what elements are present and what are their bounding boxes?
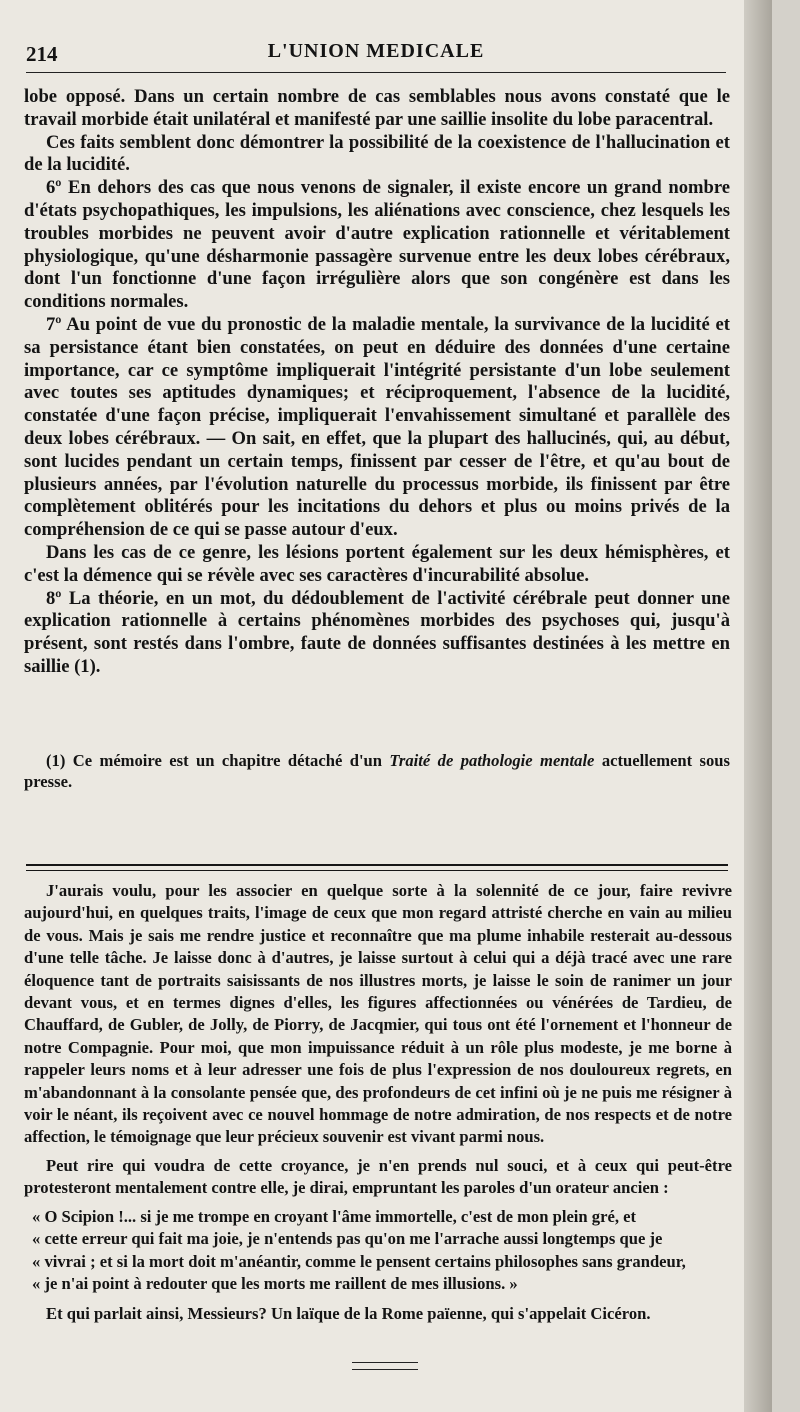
header-rule [26,72,726,73]
running-header [26,36,726,66]
closing-line: Et qui parlait ainsi, Messieurs? Un laïque de la Rome païenne, qui s'appelait Cicéron. [46,1304,651,1324]
paragraph: 7º Au point de vue du pronostic de la maladie mentale, la survivance de la lucidité et sa persistance étant bien constatées, on peut en déduire des données d'une certaine importance, car ce symptôme impliquerait l'intégrité persistante d'un lobe seulement avec toutes ses aptitudes dynamiques; et réciproquement, l'absence de la lucidité, constatée d'une façon précise, impliquerait l'envahissement simultané et parallèle des deux lobes cérébraux. — On sait, en effet, que la plupart des hallucinés, qui, au début, sont lucides pendant un certain temps, finissent par cesser de l'être, et qu'au bout de plusieurs années, par l'évolution naturelle du processus morbide, ils finissent par être complètement oblitérés pour les incitations du dehors et plus ou moins privés de la compréhension de ce qui se passe autour d'eux. [24,313,730,541]
quote-line: « je n'ai point à redouter que les morts me raillent de mes illusions. » [32,1273,518,1293]
speech-section [24,880,732,1326]
quote-line: « O Scipion !... si je me trompe en croyant l'âme immortelle, c'est de mon plein gré, et [32,1206,637,1226]
quote-line: « cette erreur qui fait ma joie, je n'entends pas qu'on me l'arrache aussi longtemps que je [32,1229,663,1249]
page-number: 214 [26,42,58,66]
paragraph: Ces faits semblent donc démontrer la possibilité de la coexistence de l'hallucination et de la lucidité. [24,131,730,176]
quote-line: « vivrai ; et si la mort doit m'anéantir, comme le pensent certains philosophes sans grandeur, [32,1251,686,1271]
journal-title: L'UNION MEDICALE [267,40,485,62]
paragraph: J'aurais voulu, pour les associer en quelque sorte à la solennité de ce jour, faire revivre aujourd'hui, en quelques traits, l'image de ceux que mon regard attristé cherche en vain au milieu de vous. Mais je sais me rendre justice et reconnaître que ma plume inhabile resterait au-dessous d'une telle tâche. Je laisse donc à d'autres, je laisse surtout à celui qui a déjà tracé avec une rare éloquence tant de portraits saisissants de nos illustres morts, je laisse le soin de ranimer un jour devant vous, et en termes dignes d'elles, les figures affectionnées ou vénérées de Tardieu, de Chauffard, de Gubler, de Jolly, de Piorry, de Jacqmier, qui tous ont été l'ornement et l'honneur de notre Compagnie. Pour moi, que mon impuissance réduit à un rôle plus modeste, je me borne à rappeler leurs noms et à leur adresser une fois de plus l'expression de nos douloureux regrets, en m'abandonnant à la consolante pensée que, des profondeurs de cet infini où je ne puis me résigner à voir le néant, ils reçoivent avec ce nouvel hommage de notre admiration, de nos respects et de notre affection, le témoignage que leur précieux souvenir est vivant parmi nous. [24,881,732,1147]
article-body [24,86,730,679]
quotation [24,1206,732,1296]
section-separator-thin [26,870,728,871]
paragraph: Peut rire qui voudra de cette croyance, je n'en prends nul souci, et à ceux qui peut-être protesteront mentalement contre elle, je dirai, empruntant les paroles d'un orateur ancien : [24,1155,732,1198]
paragraph: lobe opposé. Dans un certain nombre de cas semblables nous avons constaté que le travail morbide était unilatéral et manifesté par une saillie insolite du lobe paracentral. [24,86,730,130]
paragraph: 6º En dehors des cas que nous venons de signaler, il existe encore un grand nombre d'états psychopathiques, les impulsions, les aliénations avec conscience, chez lesquels les troubles morbides ne peuvent avoir d'autre explication rationnelle et véritablement physiologique, qu'une désharmonie passagère survenue entre les deux lobes cérébraux, dont l'un fonctionne d'une façon irrégulière alors que son congénère est dans les conditions normales. [24,177,730,313]
section-separator [26,864,728,866]
footnote-text-end: actuellement sous presse. [24,751,730,791]
paragraph: Dans les cas de ce genre, les lésions portent également sur les deux hémisphères, et c'est la démence qui se révèle avec ses caractères d'incurabilité absolue. [24,541,730,586]
page-edge [744,0,772,1412]
footnote-text: (1) Ce mémoire est un chapitre détaché d'un [46,751,390,770]
footnote [24,750,730,792]
footnote-book-title: Traité de pathologie mentale [389,751,595,770]
end-rule [352,1362,418,1370]
paragraph: 8º La théorie, en un mot, du dédoublement de l'activité cérébrale peut donner une explication rationnelle à certains phénomènes morbides des psychoses qui, jusqu'à présent, sont restés dans l'ombre, faute de données suffisantes destinées à les mettre en saillie (1). [24,587,730,677]
